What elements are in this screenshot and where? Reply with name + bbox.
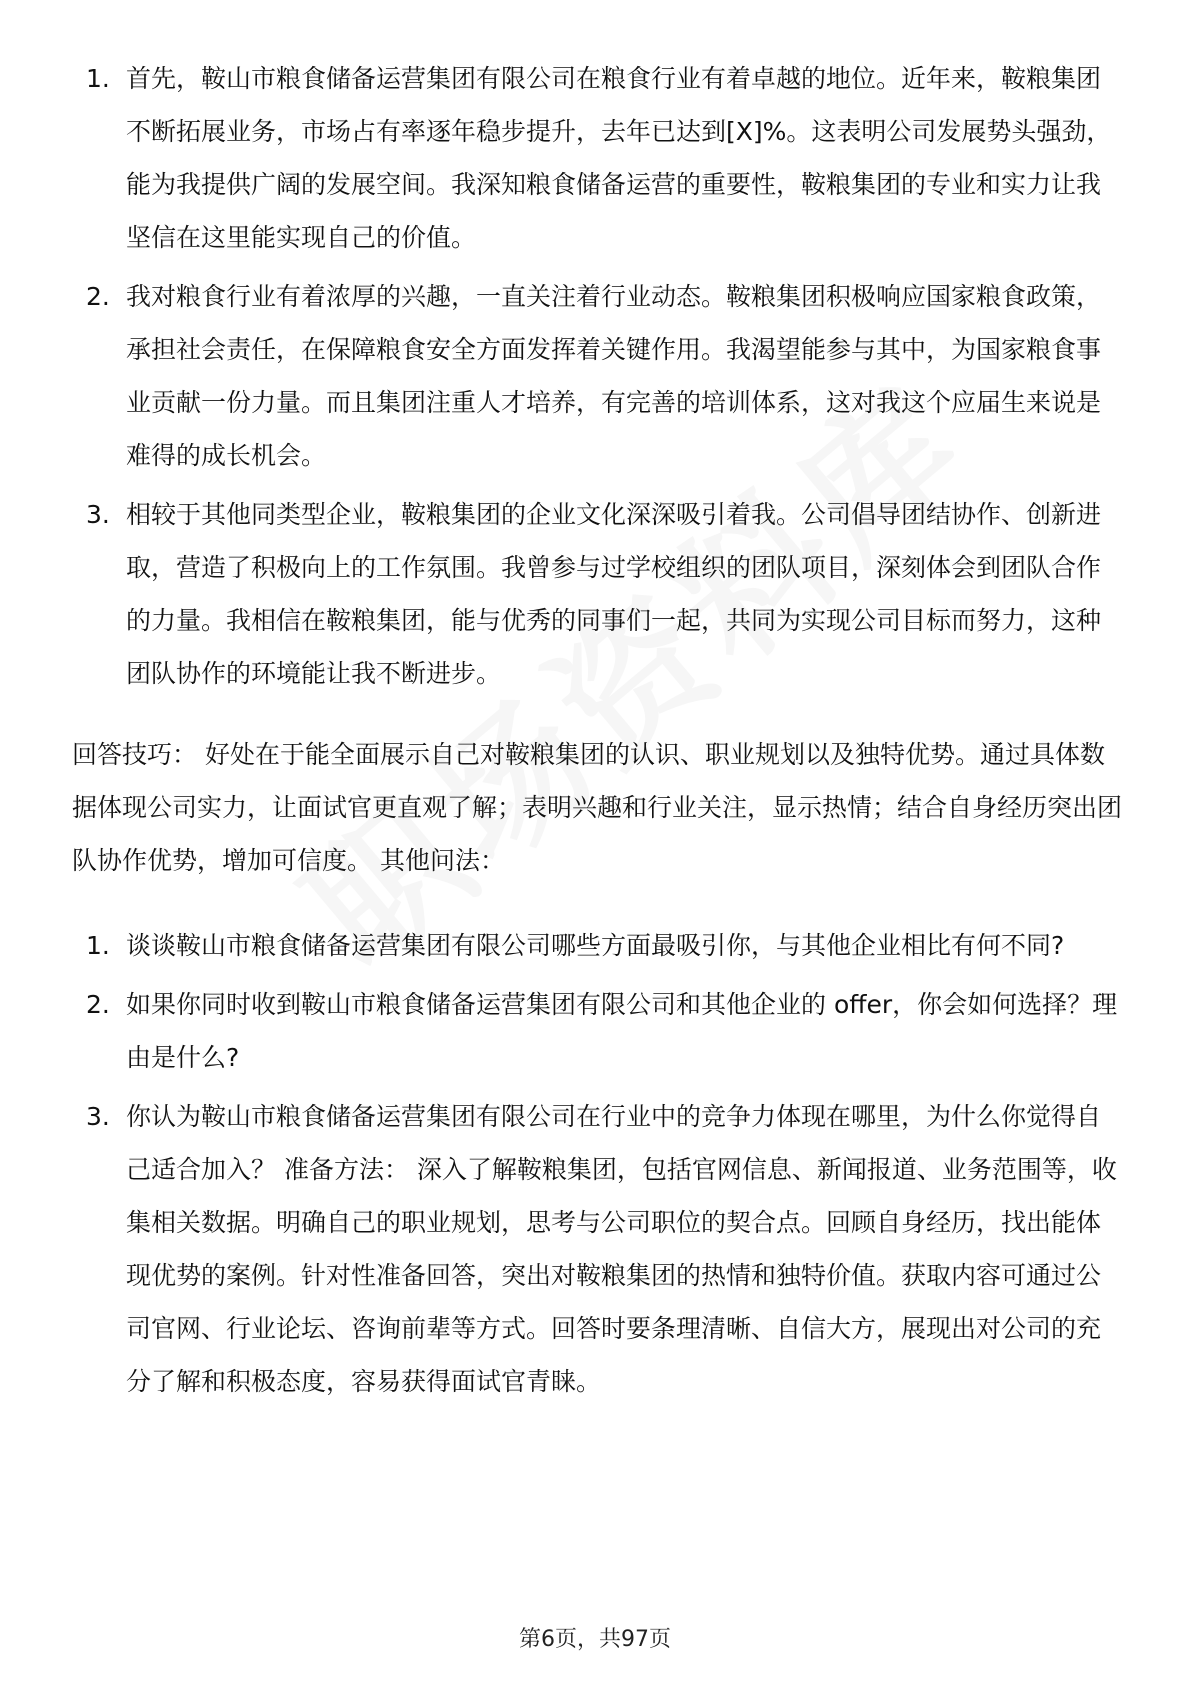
list-item xyxy=(72,488,1122,700)
list-item xyxy=(72,52,1122,264)
list-item xyxy=(72,270,1122,482)
answer-tips-paragraph: 回答技巧： 好处在于能全面展示自己对鞍粮集团的认识、职业规划以及独特优势。通过具体数据体现公司实力，让面试官更直观了解；表明兴趣和行业关注，显示热情；结合自身经历突出团队协作优势，增加可信度。 其他问法： xyxy=(72,740,1123,875)
list-item xyxy=(72,919,1122,972)
page-footer: 第6页，共97页 xyxy=(519,1627,671,1652)
list-number: 2. xyxy=(86,282,110,311)
list-text: 谈谈鞍山市粮食储备运营集团有限公司哪些方面最吸引你，与其他企业相比有何不同? xyxy=(126,931,1065,960)
list-number: 1. xyxy=(86,931,110,960)
list-text: 你认为鞍山市粮食储备运营集团有限公司在行业中的竞争力体现在哪里，为什么你觉得自己适合加入？ 准备方法： 深入了解鞍粮集团，包括官网信息、新闻报道、业务范围等，收集相关数据。明确自己的职业规划，思考与公司职位的契合点。回顾自身经历，找出能体现优势的案例。针对性准备回答，突出对鞍粮集团的热情和独特价值。获取内容可通过公司官网、行业论坛、咨询前辈等方式。回答时要条理清晰、自信大方，展现出对公司的充分了解和积极态度，容易获得面试官青睐。 xyxy=(126,1102,1117,1396)
other-questions-list xyxy=(72,919,1122,1408)
list-item xyxy=(72,978,1122,1084)
list-text: 如果你同时收到鞍山市粮食储备运营集团有限公司和其他企业的 offer，你会如何选择？理由是什么? xyxy=(126,990,1118,1072)
list-number: 2. xyxy=(86,990,110,1019)
document-body xyxy=(72,52,1122,1414)
list-text: 我对粮食行业有着浓厚的兴趣，一直关注着行业动态。鞍粮集团积极响应国家粮食政策，承担社会责任，在保障粮食安全方面发挥着关键作用。我渴望能参与其中，为国家粮食事业贡献一份力量。而且集团注重人才培养，有完善的培训体系，这对我这个应届生来说是难得的成长机会。 xyxy=(126,282,1102,470)
list-text: 首先，鞍山市粮食储备运营集团有限公司在粮食行业有着卓越的地位。近年来，鞍粮集团不断拓展业务，市场占有率逐年稳步提升，去年已达到[X]%。这表明公司发展势头强劲，能为我提供广阔的发展空间。我深知粮食储备运营的重要性，鞍粮集团的专业和实力让我坚信在这里能实现自己的价值。 xyxy=(126,64,1112,252)
list-number: 3. xyxy=(86,1102,110,1131)
list-number: 1. xyxy=(86,64,110,93)
list-number: 3. xyxy=(86,500,110,529)
list-text: 相较于其他同类型企业，鞍粮集团的企业文化深深吸引着我。公司倡导团结协作、创新进取，营造了积极向上的工作氛围。我曾参与过学校组织的团队项目，深刻体会到团队合作的力量。我相信在鞍粮集团，能与优秀的同事们一起，共同为实现公司目标而努力，这种团队协作的环境能让我不断进步。 xyxy=(126,500,1102,688)
list-item xyxy=(72,1090,1122,1408)
answer-list xyxy=(72,52,1122,700)
